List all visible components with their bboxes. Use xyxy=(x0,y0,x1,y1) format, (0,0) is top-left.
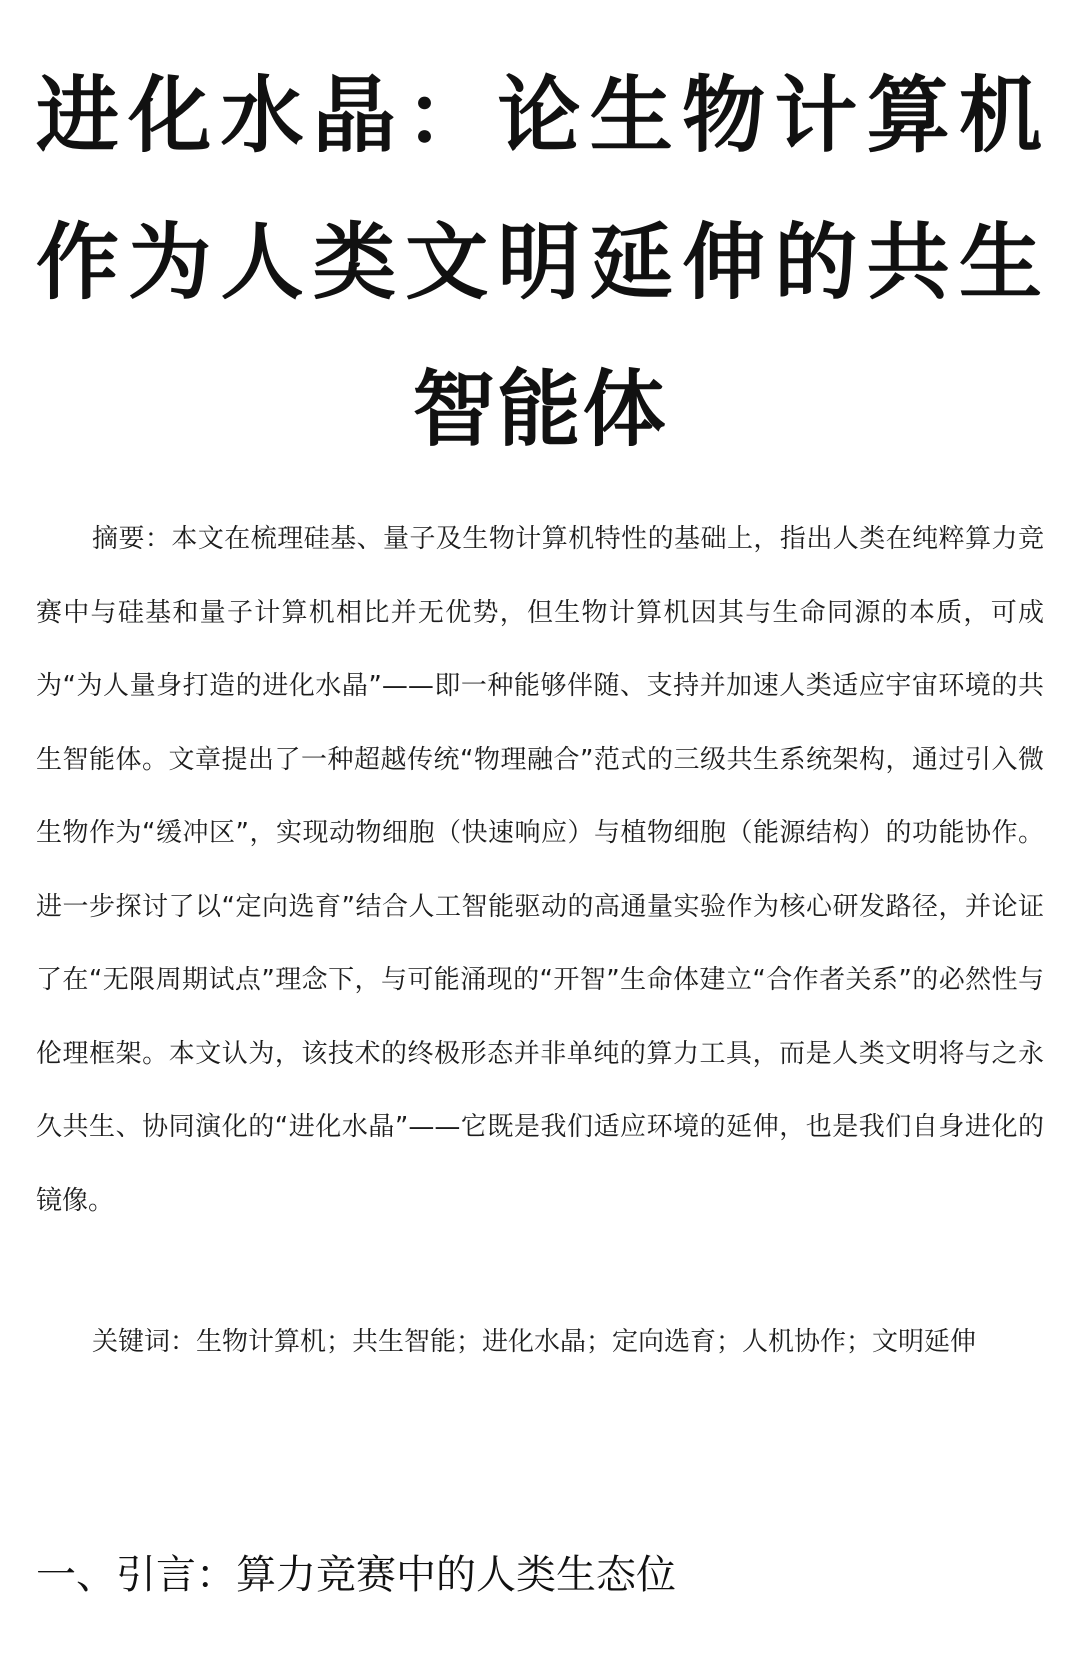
document-title: 进化水晶：论生物计算机作为人类文明延伸的共生智能体 xyxy=(36,67,1044,458)
section-heading: 一、引言：算力竞赛中的人类生态位 xyxy=(36,1552,676,1598)
abstract-paragraph: 摘要：本文在梳理硅基、量子及生物计算机特性的基础上，指出人类在纯粹算力竞赛中与硅基和量子计算机相比并无优势，但生物计算机因其与生命同源的本质，可成为“为人量身打造的进化水晶”——即一种能够伴随、支持并加速人类适应宇宙环境的共生智能体。文章提出了一种超越传统“物理融合”范式的三级共生系统架构，通过引入微生物作为“缓冲区”，实现动物细胞（快速响应）与植物细胞（能源结构）的功能协作。进一步探讨了以“定向选育”结合人工智能驱动的高通量实验作为核心研发路径，并论证了在“无限周期试点”理念下，与可能涌现的“开智”生命体建立“合作者关系”的必然性与伦理框架。本文认为，该技术的终极形态并非单纯的算力工具，而是人类文明将与之永久共生、协同演化的“进化水晶”——它既是我们适应环境的延伸，也是我们自身进化的镜像。 xyxy=(36,524,1044,1216)
document-page xyxy=(36,0,1044,1667)
keywords-paragraph: 关键词：生物计算机；共生智能；进化水晶；定向选育；人机协作；文明延伸 xyxy=(92,1327,977,1357)
